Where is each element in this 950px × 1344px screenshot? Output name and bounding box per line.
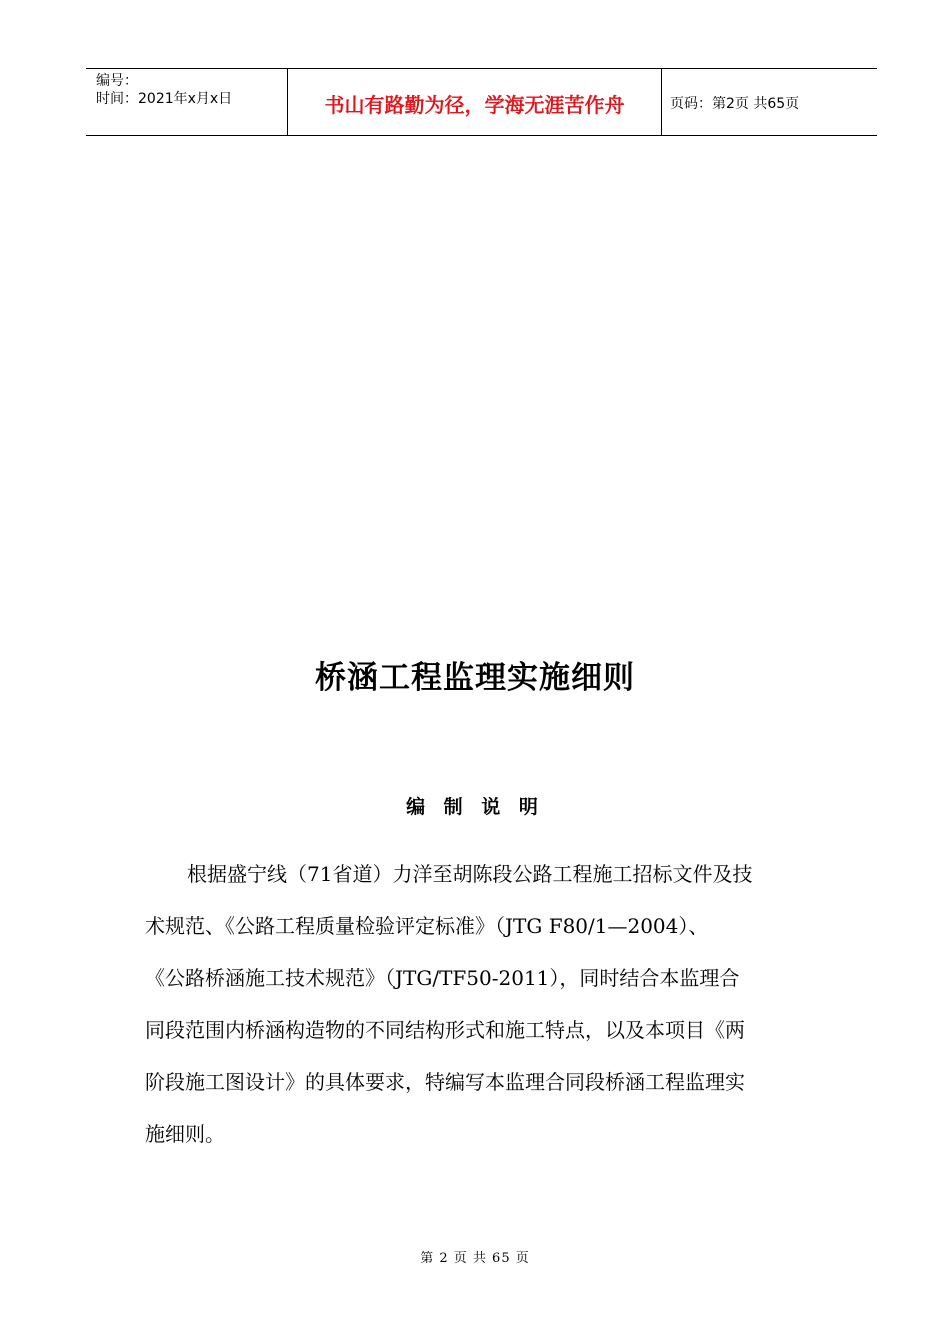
header-motto: 书山有路勤为径，学海无涯苦作舟 <box>288 69 662 135</box>
body-line: 术规范、《公路工程质量检验评定标准》（JTG F80/1—2004）、 <box>145 914 709 938</box>
header-page-info: 页码：第2页 共65页 <box>670 96 800 112</box>
body-line: 根据盛宁线（71省道）力洋至胡陈段公路工程施工招标文件及技 <box>187 862 753 886</box>
body-paragraph <box>145 848 825 1160</box>
number-label: 编号： <box>96 73 138 89</box>
page-header <box>86 68 877 136</box>
body-line: 《公路桥涵施工技术规范》（JTG/TF50-2011），同时结合本监理合 <box>145 966 740 990</box>
document-title: 桥涵工程监理实施细则 <box>315 660 635 696</box>
page-footer: 第 2 页 共 65 页 <box>420 1251 530 1266</box>
body-line: 施细则。 <box>145 1122 225 1146</box>
section-title: 编 制 说 明 <box>406 796 544 818</box>
header-meta <box>86 69 288 135</box>
body-line: 阶段施工图设计》的具体要求，特编写本监理合同段桥涵工程监理实 <box>145 1070 745 1094</box>
body-line: 同段范围内桥涵构造物的不同结构形式和施工特点，以及本项目《两 <box>145 1018 745 1042</box>
time-label: 时间：2021年x月x日 <box>96 91 233 107</box>
